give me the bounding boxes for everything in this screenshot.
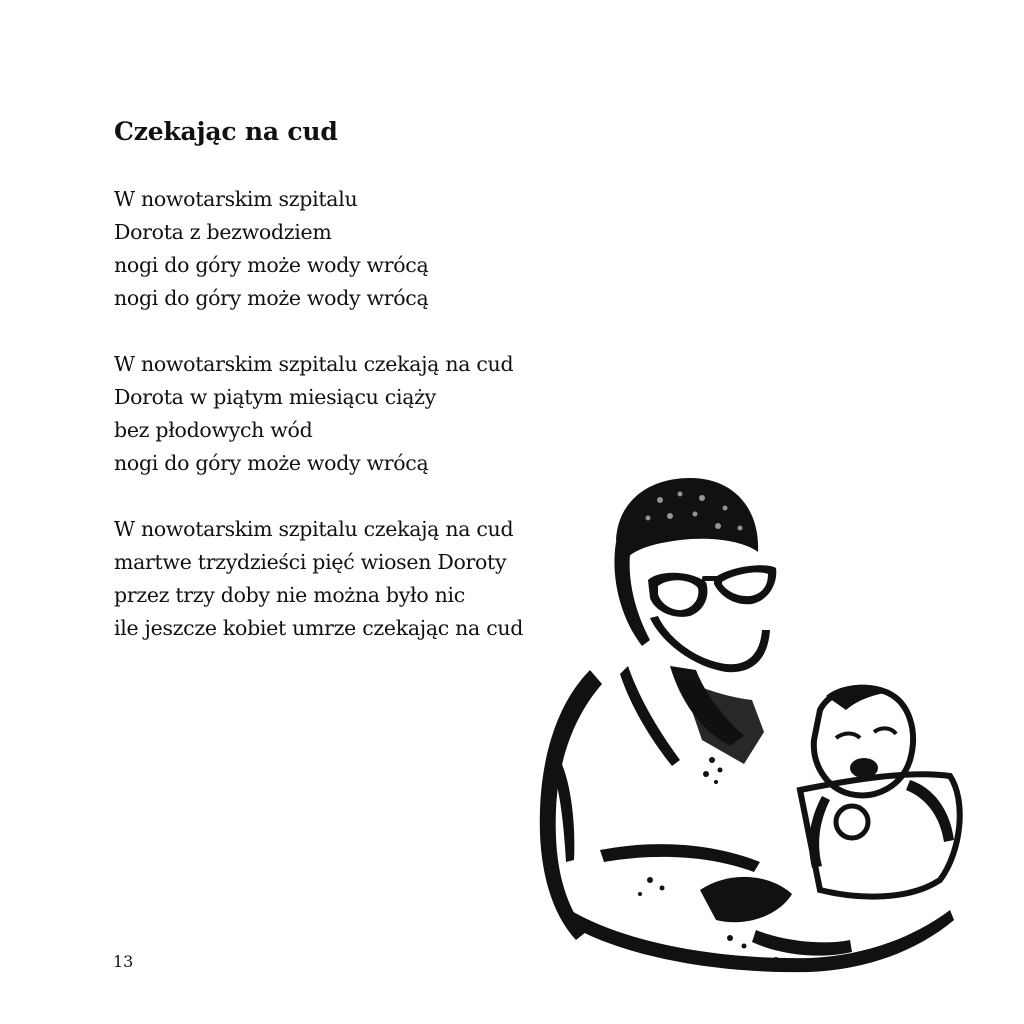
page-number: 13 <box>113 952 134 971</box>
poem-title: Czekając na cud <box>114 117 338 146</box>
poem-line: ile jeszcze kobiet umrze czekając na cud <box>114 616 524 640</box>
poem-line: W nowotarskim szpitalu <box>114 187 358 211</box>
poem-line: nogi do góry może wody wrócą <box>114 451 429 475</box>
poem-line: przez trzy doby nie można było nic <box>114 583 465 607</box>
poem-line: W nowotarskim szpitalu czekają na cud <box>114 352 514 376</box>
poem-stanza <box>114 348 513 480</box>
poem-stanza <box>114 513 523 645</box>
poem-line: martwe trzydzieści pięć wiosen Doroty <box>114 550 507 574</box>
poem-line: Dorota w piątym miesiącu ciąży <box>114 385 436 409</box>
poem-line: bez płodowych wód <box>114 418 313 442</box>
poem-line: nogi do góry może wody wrócą <box>114 253 429 277</box>
poem-line: W nowotarskim szpitalu czekają na cud <box>114 517 514 541</box>
masked-medic-holding-newborn-photo <box>530 470 970 980</box>
poem-line: nogi do góry może wody wrócą <box>114 286 429 310</box>
scrub-cap <box>616 478 758 566</box>
poem-line: Dorota z bezwodziem <box>114 220 332 244</box>
poem-stanza <box>114 183 428 315</box>
